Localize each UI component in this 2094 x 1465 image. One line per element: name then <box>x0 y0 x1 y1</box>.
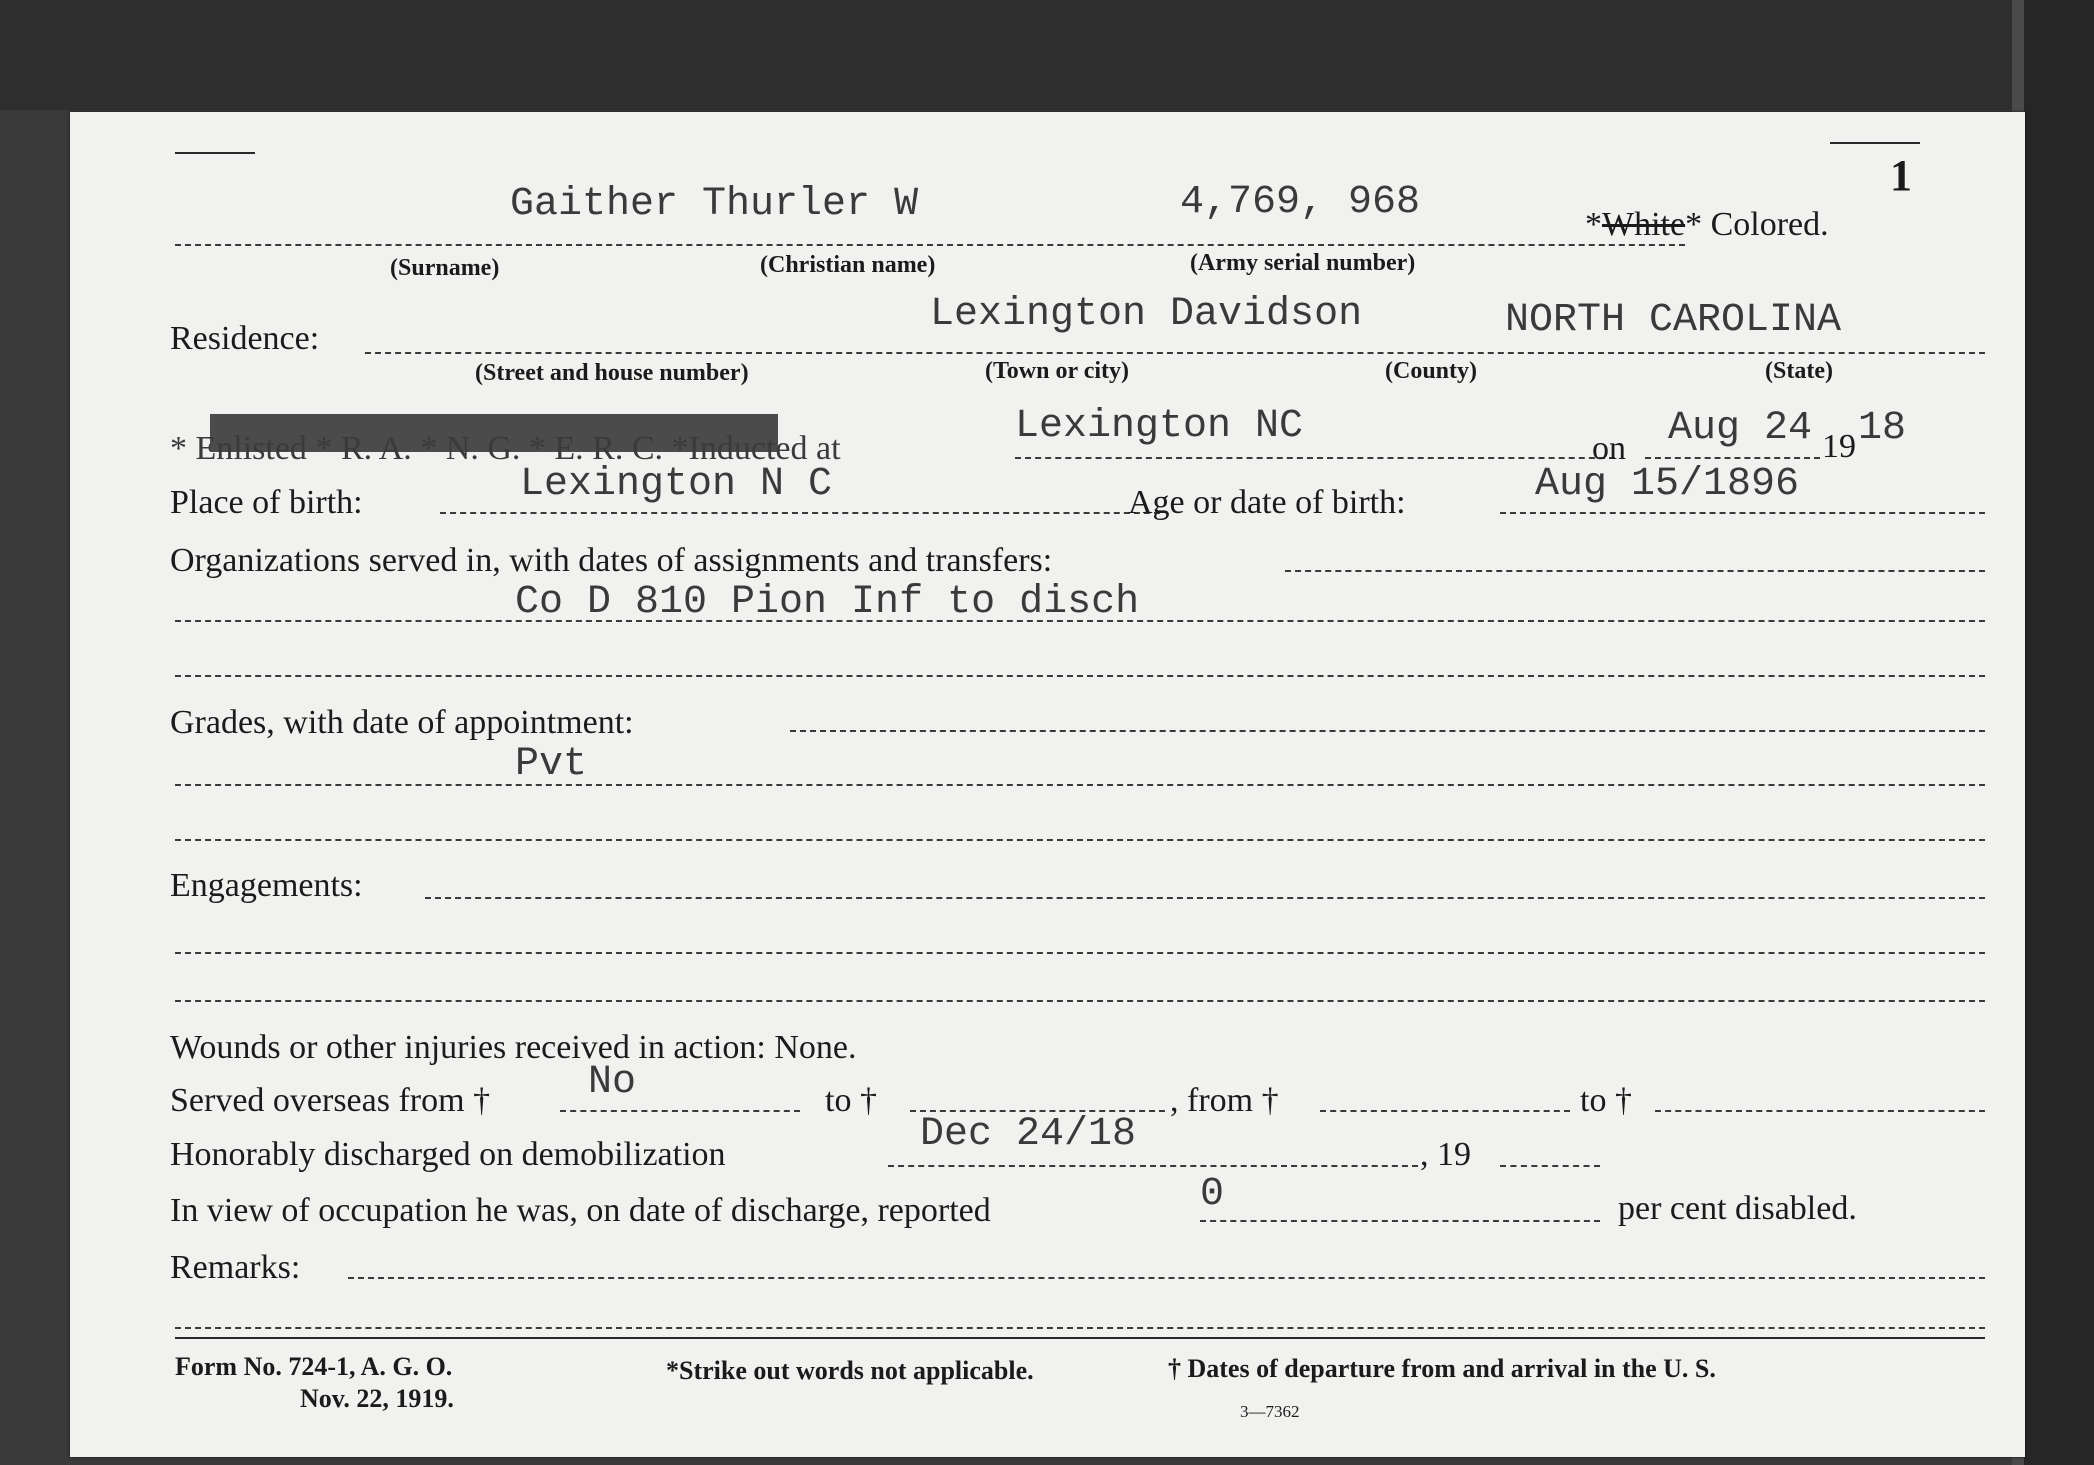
residence-state-value: NORTH CAROLINA <box>1505 298 1842 343</box>
scan-background-right <box>2024 0 2094 1465</box>
discharge-year-text: 19 <box>1437 1136 1471 1173</box>
inducted-place-line <box>1015 457 1615 459</box>
overseas-to2-text: to <box>1580 1082 1607 1119</box>
birthplace-line <box>440 512 1160 514</box>
caption-county: (County) <box>1385 358 1478 384</box>
name-line <box>175 244 1685 246</box>
inducted-year-value: 18 <box>1858 406 1907 451</box>
overseas-label: Served overseas from † <box>170 1082 491 1119</box>
discharge-date-value: Dec 24/18 <box>920 1112 1137 1157</box>
overseas-from2-line <box>1320 1110 1570 1112</box>
organizations-line-1 <box>1285 570 1985 572</box>
erc-label: E. R. C. <box>554 430 664 467</box>
residence-line <box>365 352 1985 354</box>
engagements-line-3 <box>175 1000 1985 1002</box>
service-record-card <box>70 112 2025 1457</box>
scan-background-top <box>0 0 2094 110</box>
enlistment-options: * Enlisted * R. A. * N. G. * E. R. C. *Inducted at <box>170 430 841 467</box>
corner-mark-right <box>1830 142 1920 144</box>
birthplace-value: Lexington N C <box>520 462 833 507</box>
overseas-from2-text: from <box>1187 1082 1254 1119</box>
grades-label: Grades, with date of appointment: <box>170 704 634 741</box>
wounds-label-text: Wounds or other injuries received in action: <box>170 1029 766 1066</box>
engagements-line-1 <box>425 897 1985 899</box>
inducted-on-label: on <box>1592 430 1626 467</box>
caption-street: (Street and house number) <box>475 360 749 386</box>
caption-serial-number: (Army serial number) <box>1190 250 1416 276</box>
birthdate-line <box>1500 512 1985 514</box>
disabled-percent-line <box>1200 1220 1600 1222</box>
print-code: 3—7362 <box>1240 1402 1300 1421</box>
discharge-year-label: , 19 <box>1420 1136 1471 1173</box>
enlisted-label: Enlisted <box>195 430 307 467</box>
overseas-label-text: Served overseas from <box>170 1082 465 1119</box>
organizations-label: Organizations served in, with dates of assignments and transfers: <box>170 542 1053 579</box>
occupation-label: In view of occupation he was, on date of discharge, reported <box>170 1192 991 1229</box>
footnote-strike-out: *Strike out words not applicable. <box>666 1356 1034 1385</box>
birthdate-value: Aug 15/1896 <box>1535 462 1800 507</box>
grades-line-3 <box>175 839 1985 841</box>
discharge-year-line <box>1500 1165 1600 1167</box>
race-colored: Colored. <box>1710 206 1829 243</box>
serial-number-value: 4,769, 968 <box>1180 180 1421 225</box>
disabled-percent-value: 0 <box>1200 1172 1225 1217</box>
remarks-line-1 <box>348 1277 1985 1279</box>
inducted-place-value: Lexington NC <box>1015 404 1304 449</box>
wounds-value: None. <box>774 1029 857 1066</box>
remarks-label: Remarks: <box>170 1249 301 1286</box>
footer-rule <box>175 1337 1985 1339</box>
overseas-from-line <box>560 1110 800 1112</box>
birthdate-label: Age or date of birth: <box>1128 484 1406 521</box>
caption-surname: (Surname) <box>390 255 500 281</box>
caption-town: (Town or city) <box>985 358 1129 384</box>
inducted-date-line <box>1645 457 1820 459</box>
grades-line-1 <box>790 730 1985 732</box>
wounds-label <box>170 1029 857 1067</box>
caption-christian-name: (Christian name) <box>760 252 936 278</box>
percent-disabled-label: per cent disabled. <box>1618 1190 1857 1227</box>
remarks-line-2 <box>175 1327 1985 1329</box>
caption-state: (State) <box>1765 358 1833 384</box>
organizations-line-3 <box>175 675 1985 677</box>
form-number: Form No. 724-1, A. G. O. <box>175 1352 453 1381</box>
footnote-dates: † Dates of departure from and arrival in the U. S. <box>1168 1354 1716 1383</box>
inducted-date-value: Aug 24 <box>1668 406 1813 451</box>
overseas-from2-label: , from † <box>1170 1082 1279 1119</box>
form-date: Nov. 22, 1919. <box>300 1384 454 1413</box>
inducted-year-prefix: 19 <box>1822 428 1856 465</box>
race-options: *White* Colored. <box>1585 206 1829 243</box>
birthplace-label: Place of birth: <box>170 484 363 521</box>
engagements-label: Engagements: <box>170 867 363 904</box>
residence-city-county-value: Lexington Davidson <box>930 292 1363 337</box>
residence-label: Residence: <box>170 320 320 357</box>
race-white: White <box>1602 206 1686 243</box>
inducted-label: Inducted at <box>688 430 841 467</box>
overseas-to-text: to <box>825 1082 852 1119</box>
grades-value: Pvt <box>515 742 588 787</box>
ng-label: N. G. <box>445 430 521 467</box>
corner-mark-left <box>175 152 255 154</box>
card-number: 1 <box>1890 151 1912 200</box>
organizations-value: Co D 810 Pion Inf to disch <box>515 580 1140 625</box>
overseas-from-value: No <box>588 1060 637 1105</box>
engagements-line-2 <box>175 952 1985 954</box>
discharged-label: Honorably discharged on demobilization <box>170 1136 726 1173</box>
ra-label: R. A. <box>340 430 412 467</box>
surname-value: Gaither Thurler W <box>510 182 919 227</box>
grades-line-2 <box>175 784 1985 786</box>
organizations-line-2 <box>175 620 1985 622</box>
overseas-to-label: to † <box>825 1082 877 1119</box>
discharge-date-line <box>888 1165 1418 1167</box>
overseas-to2-line <box>1655 1110 1985 1112</box>
overseas-to2-label: to † <box>1580 1082 1632 1119</box>
